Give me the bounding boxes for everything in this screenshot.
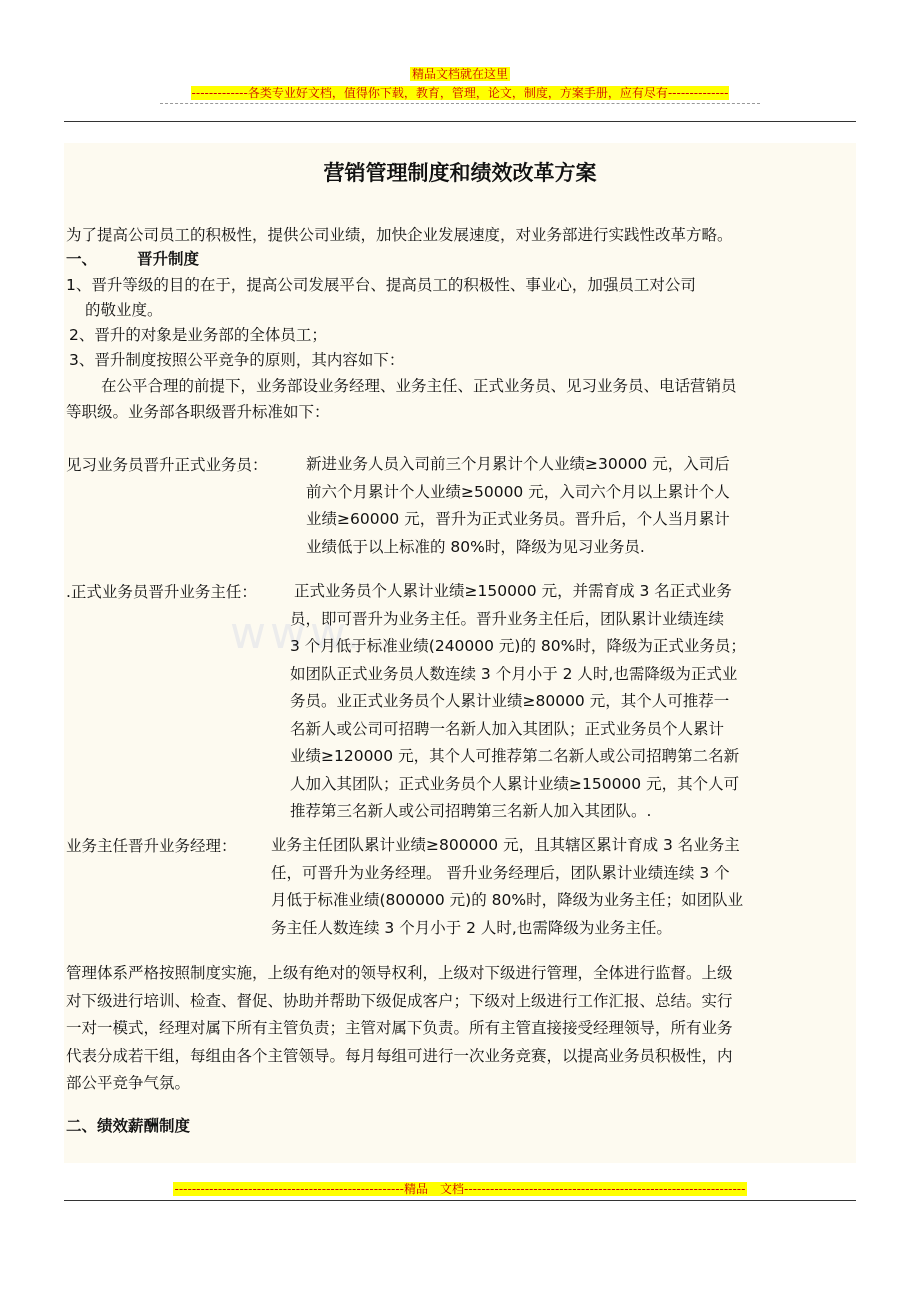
rule1-body	[306, 451, 730, 561]
watermark: www.	[230, 608, 364, 659]
document-title: 营销管理制度和绩效改革方案	[323, 161, 597, 185]
rule3-line: 务主任人数连续 3 个月小于 2 人时,也需降级为业务主任。	[271, 918, 672, 937]
item2: 2、晋升的对象是业务部的全体员工；	[69, 326, 327, 344]
levels-line1: 在公平合理的前提下，业务部设业务经理、业务主任、正式业务员、见习业务员、电话营销员	[101, 377, 737, 395]
section1-heading: 晋升制度	[137, 250, 200, 268]
header-tagline-text: 精品文档就在这里	[411, 67, 508, 81]
item3: 3、晋升制度按照公平竞争的原则，其内容如下：	[69, 351, 405, 369]
rule3-line: 业务主任团队累计业绩≥800000 元，且其辖区累计育成 3 名业务主	[271, 836, 740, 854]
rule3-line: 月低于标准业绩(800000 元)的 80%时，降级为业务主任；如团队业	[271, 891, 744, 909]
rule2-line: 如团队正式业务员人数连续 3 个月小于 2 人时,也需降级为正式业	[290, 664, 738, 683]
rule1-line: 业绩低于以上标准的 80%时，降级为见习业务员.	[306, 537, 645, 556]
management-line: 代表分成若干组，每组由各个主管领导。每月每组可进行一次业务竞赛，以提高业务员积极性，内	[66, 1046, 733, 1065]
rule2-body	[290, 578, 746, 826]
rule2-line: 正式业务员个人累计业绩≥150000 元，并需育成 3 名正式业务	[294, 582, 732, 600]
item1-line1: 1、晋升等级的目的在于，提高公司发展平台、提高员工的积极性、事业心，加强员工对公司	[66, 276, 696, 294]
rule2-line: 人加入其团队；正式业务员个人累计业绩≥150000 元，其个人可	[290, 774, 740, 793]
management-line: 管理体系严格按照制度实施，上级有绝对的领导权利，上级对下级进行管理，全体进行监督。上级	[66, 964, 733, 982]
management-paragraph	[66, 960, 733, 1098]
rule2-line: 业绩≥120000 元，其个人可推荐第二名新人或公司招聘第二名新	[290, 747, 740, 765]
header-banner-text: -------------各类专业好文档，值得你下载，教育，管理，论文，制度，方案手册，应有尽有--------------	[191, 86, 729, 100]
intro-paragraph: 为了提高公司员工的积极性，提供公司业绩，加快企业发展速度，对业务部进行实践性改革方略。	[66, 226, 733, 244]
management-line: 一对一模式，经理对属下所有主管负责；主管对属下负责。所有主管直接接受经理领导，所有业务	[66, 1019, 733, 1037]
rule1-line: 业绩≥60000 元，晋升为正式业务员。晋升后，个人当月累计	[306, 510, 730, 528]
rule2-label: .正式业务员晋升业务主任：	[66, 583, 257, 601]
rule1-label: 见习业务员晋升正式业务员：	[66, 456, 268, 474]
rule3-label: 业务主任晋升业务经理：	[66, 837, 237, 855]
rule3-line: 任，可晋升为业务经理。 晋升业务经理后，团队累计业绩连续 3 个	[271, 863, 730, 882]
footer-banner-text: -----------------------------------------------------精品 文档-----------------------------------------------------------------	[174, 1182, 746, 1196]
rule3-body	[271, 832, 743, 942]
header-rule	[64, 121, 856, 122]
rule1-line: 新进业务人员入司前三个月累计个人业绩≥30000 元，入司后	[306, 455, 730, 473]
rule2-line: 务员。业正式业务员个人累计业绩≥80000 元，其个人可推荐一	[290, 692, 730, 710]
section1-number: 一、	[66, 250, 98, 268]
footer-banner	[0, 1181, 920, 1197]
rule1-line: 前六个月累计个人业绩≥50000 元，入司六个月以上累计个人	[306, 482, 730, 501]
rule2-line: 3 个月低于标准业绩(240000 元)的 80%时，降级为正式业务员；	[290, 637, 746, 655]
header-banner	[0, 85, 920, 101]
section2-heading: 二、绩效薪酬制度	[66, 1117, 191, 1135]
item1-line2: 的敬业度。	[85, 301, 163, 319]
rule2-line: 推荐第三名新人或公司招聘第三名新人加入其团队。.	[290, 802, 652, 820]
management-line: 对下级进行培训、检查、督促、协助并帮助下级促成客户；下级对上级进行工作汇报、总结。实行	[66, 991, 733, 1010]
rule2-line: 名新人或公司可招聘一名新人加入其团队；正式业务员个人累计	[290, 719, 725, 738]
management-line: 部公平竞争气氛。	[66, 1074, 191, 1092]
footer-rule	[64, 1200, 856, 1201]
header-tagline	[0, 66, 920, 82]
rule2-line: 员，即可晋升为业务主任。晋升业务主任后，团队累计业绩连续	[290, 609, 725, 628]
header-dashed-divider	[160, 103, 760, 104]
levels-line2: 等职级。业务部各职级晋升标准如下：	[66, 403, 330, 421]
